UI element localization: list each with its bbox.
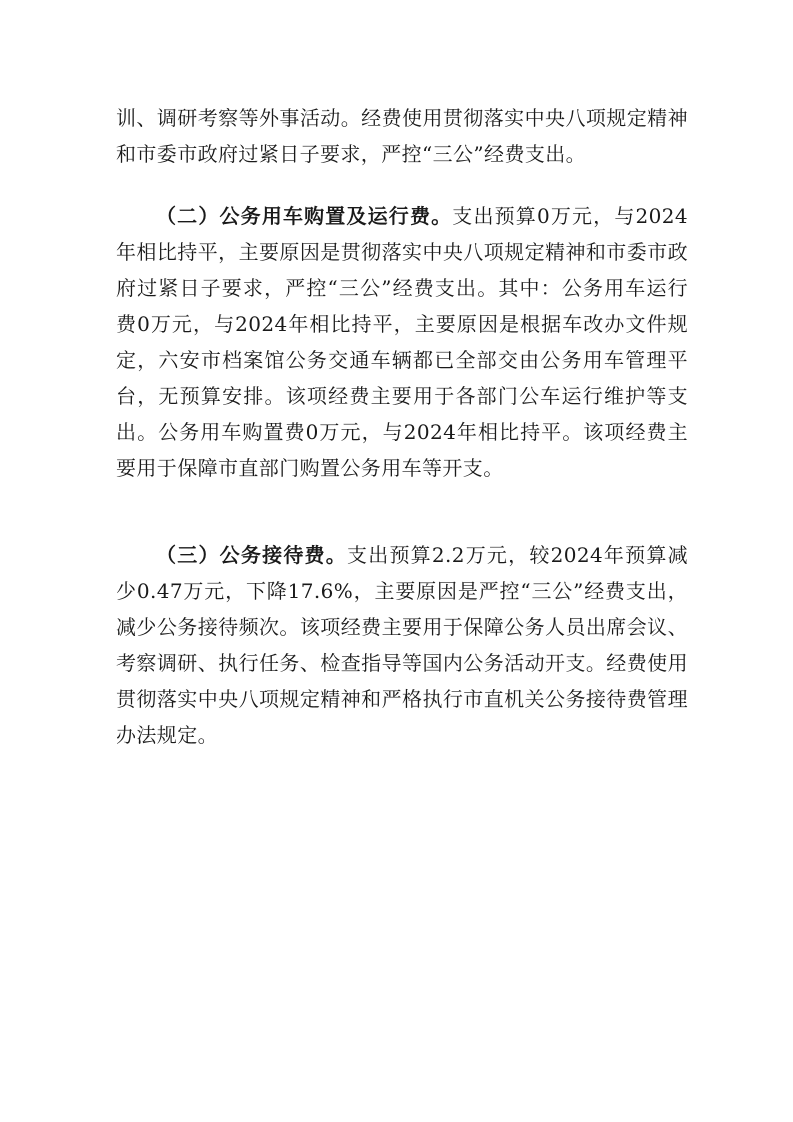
section-heading-reception: （三）公务接待费。 bbox=[156, 543, 347, 567]
paragraph-body bbox=[116, 537, 688, 753]
paragraph-continuation bbox=[116, 100, 688, 172]
section-text-vehicle: 支出预算0万元，与2024年相比持平，主要原因是贯彻落实中央八项规定精神和市委市政府过紧日子要求，严控“三公”经费支出。其中：公务用车运行费0万元，与2024年相比持平，主要原因是根据车改办文件规定，六安市档案馆公务交通车辆都已全部交由公务用车管理平台，无预算安排。该项经费主要用于各部门公车运行维护等支出。公务用车购置费0万元，与2024年相比持平。该项经费主要用于保障市直部门购置公务用车等开支。 bbox=[116, 204, 688, 480]
section-text-reception: 支出预算2.2万元，较2024年预算减少0.47万元，下降17.6%，主要原因是严控“三公”经费支出，减少公务接待频次。该项经费主要用于保障公务人员出席会议、考察调研、执行任务、检查指导等国内公务活动开支。经费使用贯彻落实中央八项规定精神和严格执行市直机关公务接待费管理办法规定。 bbox=[116, 543, 688, 747]
paragraph-reception-costs bbox=[116, 537, 688, 753]
paragraph-text: 训、调研考察等外事活动。经费使用贯彻落实中央八项规定精神和市委市政府过紧日子要求，严控“三公”经费支出。 bbox=[116, 106, 688, 166]
paragraph-vehicle-costs bbox=[116, 198, 688, 486]
paragraph-body bbox=[116, 198, 688, 486]
section-heading-vehicle: （二）公务用车购置及运行费。 bbox=[156, 204, 453, 228]
